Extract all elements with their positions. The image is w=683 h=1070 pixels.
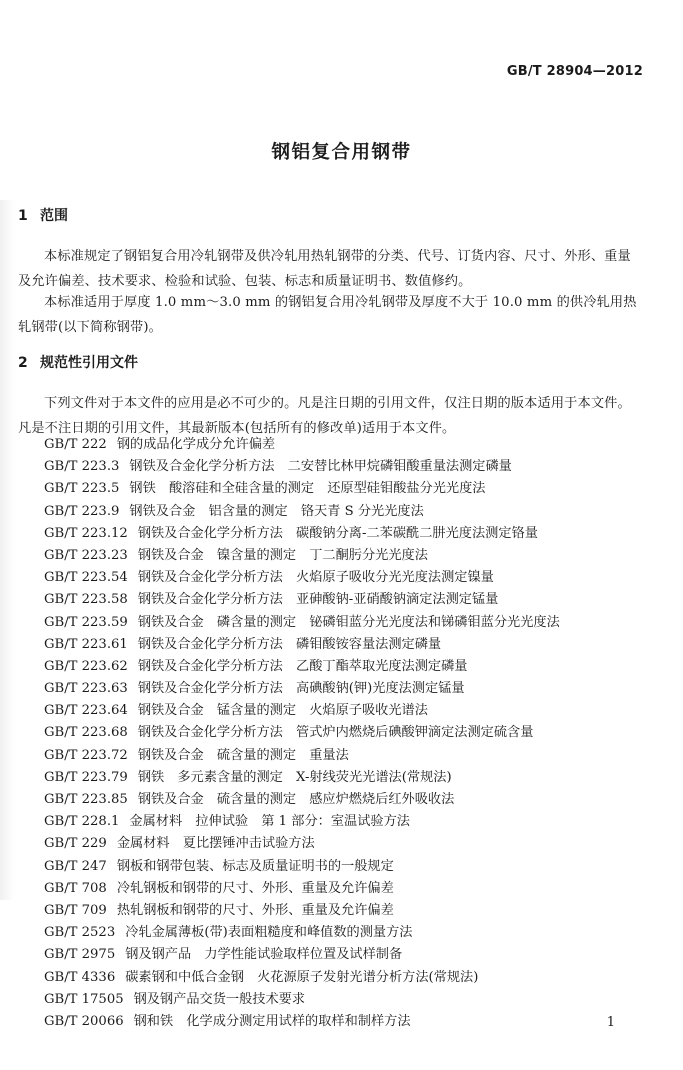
- reference-title: 冷轧钢板和钢带的尺寸、外形、重量及允许偏差: [116, 880, 394, 896]
- reference-code: GB/T 228.1: [44, 814, 120, 830]
- reference-code: GB/T 223.3: [44, 459, 120, 475]
- reference-item: [44, 434, 560, 456]
- reference-code: GB/T 223.12: [44, 525, 128, 541]
- reference-code: GB/T 223.61: [44, 636, 128, 652]
- section-title: 范围: [40, 208, 68, 224]
- reference-code: GB/T 223.23: [44, 547, 128, 563]
- reference-title: 钢的成品化学成分允许偏差: [116, 437, 276, 452]
- reference-code: GB/T 708: [44, 880, 107, 896]
- reference-title: 钢铁及合金 锰含量的测定 火焰原子吸收光谱法: [137, 703, 428, 719]
- reference-title: 钢铁 酸溶硅和全硅含量的测定 还原型硅钼酸盐分光光度法: [129, 481, 486, 497]
- document-title: 钢铝复合用钢带: [271, 142, 412, 163]
- reference-item: [44, 989, 560, 1011]
- reference-item: [44, 811, 560, 833]
- reference-item: [44, 545, 560, 567]
- reference-item: [44, 944, 560, 966]
- reference-item: [44, 745, 560, 767]
- reference-code: GB/T 223.68: [44, 725, 128, 741]
- reference-title: 钢铁及合金化学分析方法 管式炉内燃烧后碘酸钾滴定法测定硫含量: [137, 725, 534, 741]
- reference-title: 钢及钢产品 力学性能试验取样位置及试样制备: [125, 947, 403, 963]
- section-heading-references: [18, 352, 138, 372]
- reference-title: 钢铁及合金 硫含量的测定 重量法: [137, 747, 349, 763]
- references-intro: 下列文件对于本文件的应用是必不可少的。凡是注日期的引用文件，仅注日期的版本适用于本文件。凡是不注日期的引用文件，其最新版本(包括所有的修改单)适用于本文件。: [18, 396, 631, 436]
- reference-code: GB/T 223.58: [44, 592, 128, 608]
- reference-title: 钢及钢产品交货一般技术要求: [133, 991, 306, 1007]
- reference-title: 钢铁及合金 磷含量的测定 铋磷钼蓝分光光度法和锑磷钼蓝分光光度法: [137, 614, 560, 630]
- reference-item: [44, 478, 560, 500]
- reference-code: GB/T 223.63: [44, 681, 128, 697]
- reference-code: GB/T 223.64: [44, 703, 128, 719]
- reference-title: 钢铁及合金化学分析方法 乙酸丁酯萃取光度法测定磷量: [137, 658, 468, 674]
- reference-code: GB/T 4336: [44, 969, 116, 985]
- reference-title: 钢铁及合金化学分析方法 碳酸钠分离-二苯碳酰二肼光度法测定铬量: [137, 525, 538, 541]
- reference-item: [44, 722, 560, 744]
- page-number: 1: [606, 1015, 615, 1030]
- reference-item: [44, 856, 560, 878]
- reference-code: GB/T 2523: [44, 925, 116, 941]
- reference-list: [44, 434, 560, 1033]
- reference-item: [44, 523, 560, 545]
- reference-item: [44, 456, 560, 478]
- scope-paragraph-2: 本标准适用于厚度 1.0 mm～3.0 mm 的钢铝复合用冷轧钢带及厚度不大于 10.0 mm 的供冷轧用热轧钢带(以下简称钢带)。: [18, 295, 637, 335]
- reference-item: [44, 789, 560, 811]
- reference-code: GB/T 223.9: [44, 503, 120, 519]
- reference-code: GB/T 2975: [44, 947, 116, 963]
- reference-title: 钢铁及合金化学分析方法 高碘酸钠(钾)光度法测定锰量: [137, 681, 465, 697]
- reference-code: GB/T 20066: [44, 1013, 124, 1029]
- reference-item: [44, 878, 560, 900]
- reference-title: 钢铁及合金化学分析方法 亚砷酸钠-亚硝酸钠滴定法测定锰量: [137, 592, 499, 608]
- reference-title: 金属材料 拉伸试验 第 1 部分：室温试验方法: [129, 814, 410, 830]
- reference-code: GB/T 222: [44, 437, 107, 452]
- reference-code: GB/T 223.85: [44, 792, 128, 807]
- reference-title: 钢铁及合金 硫含量的测定 感应炉燃烧后红外吸收法: [137, 792, 455, 807]
- reference-title: 钢铁及合金 镍含量的测定 丁二酮肟分光光度法: [137, 547, 428, 563]
- reference-title: 碳素钢和中低合金钢 火花源原子发射光谱分析方法(常规法): [125, 969, 479, 985]
- reference-title: 钢铁及合金化学分析方法 磷钼酸铵容量法测定磷量: [137, 636, 442, 652]
- reference-item: [44, 767, 560, 789]
- reference-title: 金属材料 夏比摆锤冲击试验方法: [116, 836, 315, 852]
- reference-title: 冷轧金属薄板(带)表面粗糙度和峰值数的测量方法: [125, 925, 413, 941]
- reference-item: [44, 589, 560, 611]
- reference-title: 钢板和钢带包装、标志及质量证明书的一般规定: [116, 858, 394, 874]
- reference-title: 钢铁及合金化学分析方法 火焰原子吸收分光光度法测定镍量: [137, 570, 494, 586]
- reference-item: [44, 567, 560, 589]
- reference-item: [44, 922, 560, 944]
- reference-title: 钢和铁 化学成分测定用试样的取样和制样方法: [133, 1013, 411, 1029]
- reference-code: GB/T 223.59: [44, 614, 128, 630]
- scope-paragraph-1: 本标准规定了钢铝复合用冷轧钢带及供冷轧用热轧钢带的分类、代号、订货内容、尺寸、外形、重量及允许偏差、技术要求、检验和试验、包装、标志和质量证明书、数值修约。: [18, 249, 631, 289]
- reference-item: [44, 634, 560, 656]
- reference-item: [44, 656, 560, 678]
- reference-item: [44, 1011, 560, 1033]
- reference-code: GB/T 229: [44, 836, 107, 852]
- reference-title: 钢铁 多元素含量的测定 X-射线荧光光谱法(常规法): [137, 769, 452, 785]
- reference-item: [44, 967, 560, 989]
- reference-code: GB/T 223.62: [44, 658, 128, 674]
- reference-title: 钢铁及合金化学分析方法 二安替比林甲烷磷钼酸重量法测定磷量: [129, 459, 512, 475]
- standard-code: GB/T 28904—2012: [506, 64, 643, 79]
- reference-code: GB/T 223.54: [44, 570, 128, 586]
- reference-code: GB/T 709: [44, 902, 107, 918]
- section-heading-scope: [18, 205, 68, 225]
- reference-code: GB/T 247: [44, 858, 107, 874]
- reference-code: GB/T 223.72: [44, 747, 128, 763]
- reference-title: 热轧钢板和钢带的尺寸、外形、重量及允许偏差: [116, 902, 394, 918]
- reference-code: GB/T 17505: [44, 991, 124, 1007]
- reference-item: [44, 678, 560, 700]
- reference-code: GB/T 223.79: [44, 769, 128, 785]
- reference-item: [44, 700, 560, 722]
- section-number: 1: [18, 208, 28, 224]
- scan-shadow: [0, 200, 14, 900]
- reference-item: [44, 612, 560, 634]
- section-title: 规范性引用文件: [40, 355, 138, 371]
- reference-code: GB/T 223.5: [44, 481, 120, 497]
- reference-title: 钢铁及合金 铝含量的测定 铬天青 S 分光光度法: [129, 503, 424, 519]
- reference-item: [44, 900, 560, 922]
- reference-item: [44, 833, 560, 855]
- section-number: 2: [18, 355, 28, 371]
- reference-item: [44, 501, 560, 523]
